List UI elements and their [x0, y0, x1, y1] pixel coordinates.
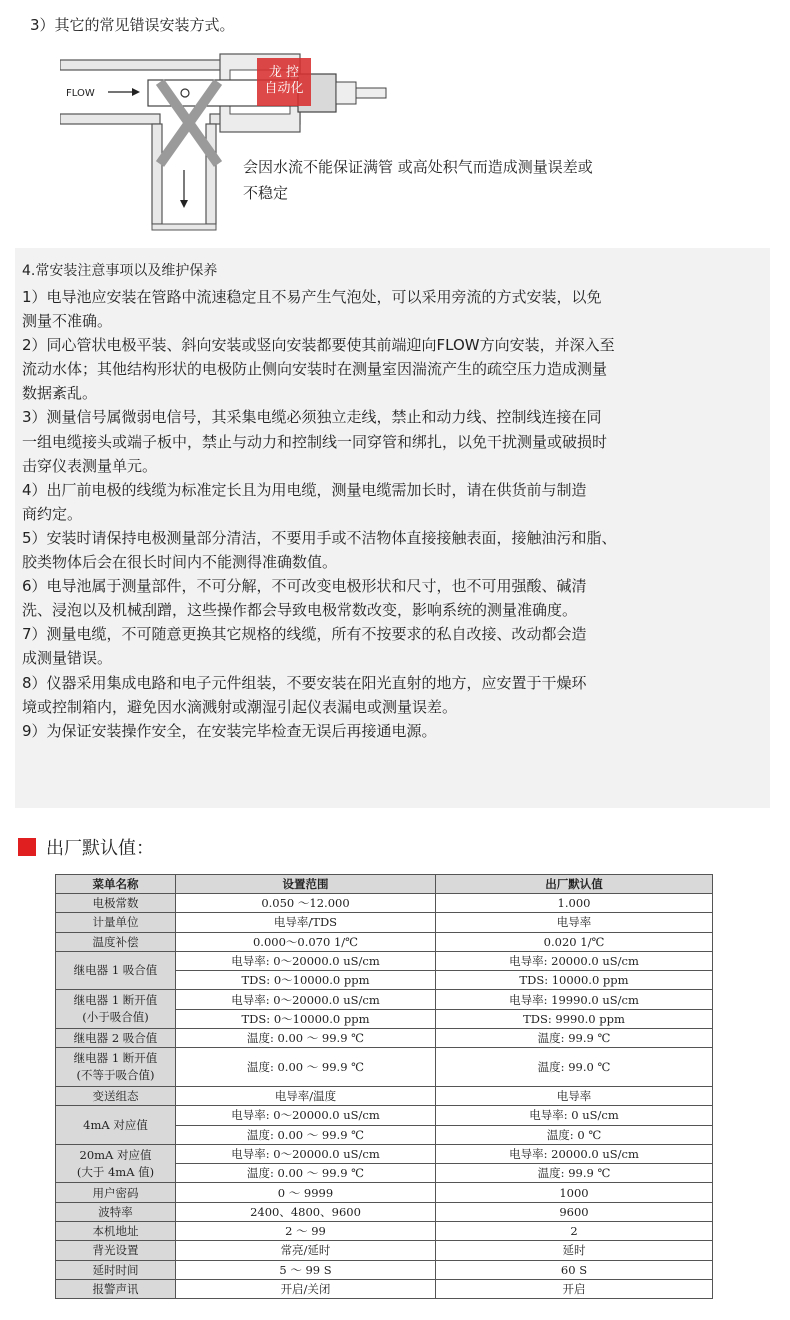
- diagram-note-line1: 会因水流不能保证满管 或高处积气而造成测量误差或: [243, 158, 593, 176]
- notes-list: [22, 285, 762, 743]
- table-row: [56, 1222, 713, 1241]
- row-range: 温度: 0.00 ～ 99.9 ℃: [176, 1164, 436, 1183]
- row-default: 电导率: 20000.0 uS/cm: [436, 1144, 713, 1163]
- row-name-line1: 继电器 1 断开值: [73, 1051, 158, 1066]
- row-name: 4mA 对应值: [56, 1106, 176, 1145]
- row-range: 5 ～ 99 S: [176, 1260, 436, 1279]
- note-line: 2）同心管状电极平装、斜向安装或竖向安装都要使其前端迎向FLOW方向安装，并深入至: [22, 336, 615, 355]
- row-name-line1: 20mA 对应值: [79, 1147, 152, 1162]
- row-range: TDS: 0～10000.0 ppm: [176, 971, 436, 990]
- row-default: 0.020 1/℃: [436, 932, 713, 951]
- watermark-logo: [257, 58, 311, 106]
- diagram-note-line2: 不稳定: [243, 184, 289, 202]
- row-range: 开启/关闭: [176, 1279, 436, 1298]
- table-row: [56, 1241, 713, 1260]
- note-line: 洗、浸泡以及机械刮蹭，这些操作都会导致电极常数改变，影响系统的测量准确度。: [22, 601, 578, 620]
- note-line: 境或控制箱内，避免因水滴溅射或潮湿引起仪表漏电或测量误差。: [22, 697, 458, 716]
- row-name: 报警声讯: [56, 1279, 176, 1298]
- row-name: 变送组态: [56, 1086, 176, 1105]
- row-name-line2: (小于吸合值): [82, 1010, 149, 1025]
- row-range: 常亮/延时: [176, 1241, 436, 1260]
- row-default: 温度: 0 ℃: [436, 1125, 713, 1144]
- section3-title: 3）其它的常见错误安装方式。: [30, 16, 235, 34]
- row-range: 2 ～ 99: [176, 1222, 436, 1241]
- row-range: TDS: 0～10000.0 ppm: [176, 1009, 436, 1028]
- note-line: 击穿仪表测量单元。: [22, 456, 158, 475]
- row-name-line2: (大于 4mA 值): [76, 1164, 155, 1179]
- table-row: [56, 1183, 713, 1202]
- note-line: 8）仪器采用集成电路和电子元件组装，不要安装在阳光直射的地方，应安置于干燥环: [22, 673, 587, 692]
- row-name: 温度补偿: [56, 932, 176, 951]
- watermark-line1: 龙 控: [268, 65, 300, 80]
- row-default: TDS: 10000.0 ppm: [436, 971, 713, 990]
- row-range: 电导率/TDS: [176, 913, 436, 932]
- note-line: 7）测量电缆，不可随意更换其它规格的线缆，所有不按要求的私自改接、改动都会造: [22, 625, 587, 644]
- row-default: 温度: 99.0 ℃: [436, 1048, 713, 1087]
- row-range: 电导率/温度: [176, 1086, 436, 1105]
- row-name: 继电器 1 吸合值: [56, 951, 176, 990]
- table-header-row: [56, 875, 713, 894]
- red-square-icon: [18, 838, 36, 856]
- note-line: 1）电导池应安装在管路中流速稳定且不易产生气泡处，可以采用旁流的方式安装，以免: [22, 288, 602, 306]
- row-default: 温度: 99.9 ℃: [436, 1029, 713, 1048]
- note-line: 3）测量信号属微弱电信号，其采集电缆必须独立走线，禁止和动力线、控制线连接在同: [22, 408, 602, 427]
- row-name: 计量单位: [56, 913, 176, 932]
- table-row: [56, 951, 713, 970]
- table-row: [56, 1260, 713, 1279]
- defaults-table: [55, 874, 713, 1299]
- note-line: 胶类物体后会在很长时间内不能测得准确数值。: [22, 553, 338, 572]
- header-default: 出厂默认值: [436, 875, 713, 894]
- note-line: 数据紊乱。: [22, 384, 98, 403]
- table-row: [56, 1279, 713, 1298]
- note-line: 5）安装时请保持电极测量部分清洁，不要用手或不洁物体直接接触表面，接触油污和脂、: [22, 528, 617, 547]
- row-range: 温度: 0.00 ～ 99.9 ℃: [176, 1125, 436, 1144]
- row-name-line1: 继电器 1 断开值: [73, 993, 158, 1008]
- note-line: 商约定。: [22, 504, 83, 523]
- row-range: 0.050 ～12.000: [176, 894, 436, 913]
- row-range: 温度: 0.00 ～ 99.9 ℃: [176, 1048, 436, 1087]
- row-default: 1000: [436, 1183, 713, 1202]
- row-range: 0.000～0.070 1/℃: [176, 932, 436, 951]
- row-default: 开启: [436, 1279, 713, 1298]
- table-row: [56, 1202, 713, 1221]
- row-name: 用户密码: [56, 1183, 176, 1202]
- header-range: 设置范围: [176, 875, 436, 894]
- note-line: 流动水体；其他结构形状的电极防止侧向安装时在测量室因湍流产生的疏空压力造成测量: [22, 360, 608, 379]
- row-range: 电导率: 0～20000.0 uS/cm: [176, 1106, 436, 1125]
- row-name: 本机地址: [56, 1222, 176, 1241]
- row-name: 波特率: [56, 1202, 176, 1221]
- table-row: [56, 1048, 713, 1087]
- row-range: 2400、4800、9600: [176, 1202, 436, 1221]
- header-menu-name: 菜单名称: [56, 875, 176, 894]
- diagram-note: [243, 154, 763, 206]
- row-name: [56, 990, 176, 1029]
- row-range: 电导率: 0～20000.0 uS/cm: [176, 951, 436, 970]
- table-row: [56, 990, 713, 1009]
- row-name: 电极常数: [56, 894, 176, 913]
- row-default: 电导率: 0 uS/cm: [436, 1106, 713, 1125]
- table-row: [56, 894, 713, 913]
- note-line: 4）出厂前电极的线缆为标准定长且为用电缆，测量电缆需加长时，请在供货前与制造: [22, 480, 587, 499]
- row-range: 电导率: 0～20000.0 uS/cm: [176, 1144, 436, 1163]
- row-range: 温度: 0.00 ～ 99.9 ℃: [176, 1029, 436, 1048]
- row-default: 温度: 99.9 ℃: [436, 1164, 713, 1183]
- note-line: 成测量错误。: [22, 649, 113, 668]
- row-default: 电导率: 19990.0 uS/cm: [436, 990, 713, 1009]
- row-default: 2: [436, 1222, 713, 1241]
- row-default: 1.000: [436, 894, 713, 913]
- table-row: [56, 1029, 713, 1048]
- table-row: [56, 1086, 713, 1105]
- row-default: 9600: [436, 1202, 713, 1221]
- table-row: [56, 932, 713, 951]
- flow-label: FLOW: [66, 88, 95, 99]
- defaults-title: 出厂默认值：: [46, 838, 154, 859]
- row-default: 电导率: [436, 913, 713, 932]
- table-row: [56, 1144, 713, 1163]
- notes-title: 4.常安装注意事项以及维护保养: [22, 263, 218, 279]
- note-line: 9）为保证安装操作安全，在安装完毕检查无误后再接通电源。: [22, 721, 437, 740]
- row-name: [56, 1048, 176, 1087]
- row-name: 继电器 2 吸合值: [56, 1029, 176, 1048]
- row-default: 60 S: [436, 1260, 713, 1279]
- maintenance-notes: [15, 248, 770, 808]
- row-default: 电导率: 20000.0 uS/cm: [436, 951, 713, 970]
- watermark-line2: 自动化: [264, 81, 304, 96]
- note-line: 测量不准确。: [22, 312, 113, 331]
- row-name: [56, 1144, 176, 1183]
- row-name-line2: (不等于吸合值): [76, 1068, 155, 1083]
- row-default: 电导率: [436, 1086, 713, 1105]
- row-range: 0 ～ 9999: [176, 1183, 436, 1202]
- row-name: 延时时间: [56, 1260, 176, 1279]
- table-row: [56, 1106, 713, 1125]
- row-range: 电导率: 0～20000.0 uS/cm: [176, 990, 436, 1009]
- row-default: TDS: 9990.0 ppm: [436, 1009, 713, 1028]
- row-default: 延时: [436, 1241, 713, 1260]
- row-name: 背光设置: [56, 1241, 176, 1260]
- note-line: 6）电导池属于测量部件，不可分解，不可改变电极形状和尺寸，也不可用强酸、碱清: [22, 577, 587, 596]
- table-row: [56, 913, 713, 932]
- note-line: 一组电缆接头或端子板中，禁止与动力和控制线一同穿管和绑扎，以免干扰测量或破损时: [22, 432, 608, 451]
